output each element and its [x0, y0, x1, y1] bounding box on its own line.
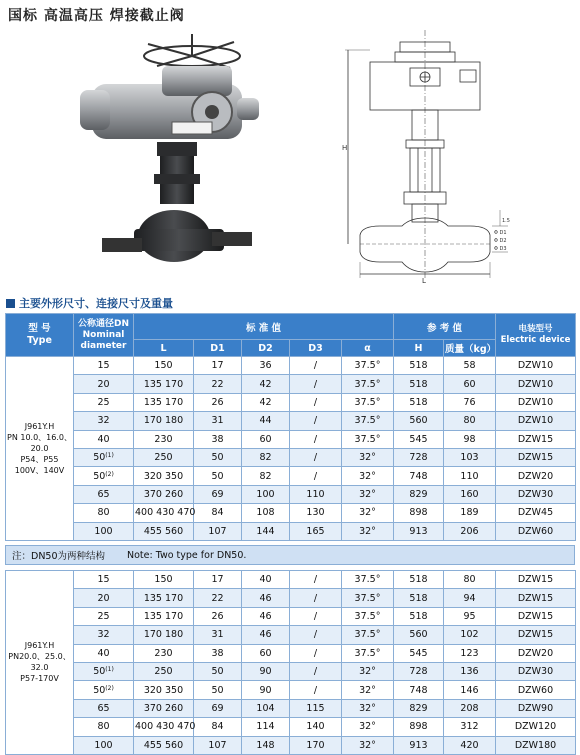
- cell-dn-footnote: (1): [105, 452, 114, 460]
- cell-l: 135 170: [134, 393, 194, 411]
- cell-alpha: 32°: [342, 718, 394, 736]
- cell-d2: 36: [242, 357, 290, 375]
- drawing-label-h: H: [342, 144, 348, 152]
- cell-dn-value: 80: [97, 721, 110, 733]
- cell-dn-value: 25: [97, 610, 110, 622]
- cell-l: 320 350: [134, 467, 194, 485]
- table-row: [6, 699, 576, 717]
- cell-h: 748: [394, 467, 444, 485]
- cell-dn: [74, 522, 134, 540]
- header-l: L: [134, 340, 194, 357]
- cell-dn-value: 25: [97, 396, 110, 408]
- cell-d1: 50: [194, 448, 242, 466]
- cell-d3: /: [290, 357, 342, 375]
- cell-l: 170 180: [134, 412, 194, 430]
- cell-w: 95: [444, 607, 496, 625]
- cell-d2: 42: [242, 375, 290, 393]
- header-d2: D2: [242, 340, 290, 357]
- table-row: [6, 393, 576, 411]
- header-d3: D3: [290, 340, 342, 357]
- note-cn: 注：DN50为两种结构: [12, 551, 106, 562]
- cell-w: 80: [444, 571, 496, 589]
- table-row: [6, 522, 576, 540]
- cell-dn-value: 50: [93, 666, 106, 678]
- drawing-label-d2: Φ D2: [494, 238, 507, 244]
- cell-h: 518: [394, 393, 444, 411]
- cell-alpha: 37.5°: [342, 626, 394, 644]
- note-row: [5, 545, 575, 565]
- cell-h: 898: [394, 718, 444, 736]
- cell-dn: [74, 607, 134, 625]
- cell-dn: [74, 448, 134, 466]
- cell-dn-value: 50: [93, 684, 106, 696]
- type-line: J961Y.H: [24, 421, 55, 431]
- cell-h: 898: [394, 504, 444, 522]
- header-type: 型 号 Type: [6, 314, 74, 357]
- cell-motor: DZW15: [496, 571, 576, 589]
- cell-dn: [74, 571, 134, 589]
- cell-l: 135 170: [134, 589, 194, 607]
- cell-motor: DZW60: [496, 522, 576, 540]
- cell-d2: 60: [242, 644, 290, 662]
- cell-d2: 90: [242, 681, 290, 699]
- cell-d2: 144: [242, 522, 290, 540]
- cell-w: 103: [444, 448, 496, 466]
- cell-d1: 50: [194, 681, 242, 699]
- cell-dn-value: 40: [97, 433, 110, 445]
- cell-dn-footnote: (2): [105, 470, 114, 478]
- cell-d3: /: [290, 467, 342, 485]
- cell-alpha: 32°: [342, 448, 394, 466]
- cell-alpha: 32°: [342, 662, 394, 680]
- cell-w: 58: [444, 357, 496, 375]
- type-line: PN20.0、25.0、32.0: [8, 652, 71, 673]
- cell-d3: /: [290, 589, 342, 607]
- cell-dn: [74, 430, 134, 448]
- cell-w: 206: [444, 522, 496, 540]
- type-line: P54、P55: [20, 454, 59, 464]
- cell-w: 102: [444, 626, 496, 644]
- cell-d1: 84: [194, 718, 242, 736]
- cell-motor: DZW15: [496, 589, 576, 607]
- table-row: [6, 644, 576, 662]
- table-row: [6, 718, 576, 736]
- cell-h: 518: [394, 375, 444, 393]
- cell-dn: [74, 681, 134, 699]
- cell-h: 518: [394, 357, 444, 375]
- cell-w: 76: [444, 393, 496, 411]
- cell-w: 98: [444, 430, 496, 448]
- cell-l: 250: [134, 448, 194, 466]
- cell-alpha: 37.5°: [342, 412, 394, 430]
- header-electric-device: 电装型号 Electric device: [496, 314, 576, 357]
- spec-table-1: [5, 313, 576, 541]
- cell-d2: 90: [242, 662, 290, 680]
- cell-d2: 42: [242, 393, 290, 411]
- type-cell: [6, 357, 74, 541]
- cell-dn: [74, 626, 134, 644]
- cell-h: 518: [394, 589, 444, 607]
- cell-l: 150: [134, 571, 194, 589]
- table-row: [6, 589, 576, 607]
- cell-d3: 110: [290, 485, 342, 503]
- cell-l: 400 430 470: [134, 504, 194, 522]
- cell-h: 728: [394, 448, 444, 466]
- section-bullet-icon: [6, 299, 15, 308]
- cell-l: 320 350: [134, 681, 194, 699]
- note-en: Note: Two type for DN50.: [127, 549, 247, 561]
- cell-d3: /: [290, 626, 342, 644]
- cell-d3: /: [290, 644, 342, 662]
- cell-alpha: 32°: [342, 522, 394, 540]
- table-row: [6, 430, 576, 448]
- cell-d3: /: [290, 375, 342, 393]
- cell-dn-value: 15: [97, 360, 110, 372]
- drawing-label-d1: Φ D1: [494, 230, 507, 236]
- cell-dn-value: 20: [97, 378, 110, 390]
- cell-l: 400 430 470: [134, 718, 194, 736]
- cell-motor: DZW10: [496, 393, 576, 411]
- cell-d2: 46: [242, 607, 290, 625]
- cell-d3: 115: [290, 699, 342, 717]
- cell-l: 370 260: [134, 699, 194, 717]
- cell-l: 150: [134, 357, 194, 375]
- cell-dn-value: 100: [94, 525, 113, 537]
- cell-h: 913: [394, 736, 444, 754]
- cell-w: 60: [444, 375, 496, 393]
- cell-d1: 84: [194, 504, 242, 522]
- cell-dn: [74, 589, 134, 607]
- cell-l: 135 170: [134, 375, 194, 393]
- cell-d3: /: [290, 412, 342, 430]
- cell-dn-footnote: (2): [105, 684, 114, 692]
- header-standard-values: 标 准 值: [134, 314, 394, 340]
- cell-motor: DZW15: [496, 607, 576, 625]
- cell-h: 518: [394, 571, 444, 589]
- type-line: PN 10.0、16.0、20.0: [7, 432, 72, 453]
- cell-w: 136: [444, 662, 496, 680]
- cell-dn-footnote: (1): [105, 666, 114, 674]
- cell-alpha: 32°: [342, 485, 394, 503]
- cell-motor: DZW15: [496, 448, 576, 466]
- cell-h: 748: [394, 681, 444, 699]
- table-row: [6, 375, 576, 393]
- table-row: [6, 626, 576, 644]
- cell-l: 455 560: [134, 522, 194, 540]
- cell-d1: 69: [194, 485, 242, 503]
- cell-d2: 114: [242, 718, 290, 736]
- cell-w: 420: [444, 736, 496, 754]
- table-row: [6, 448, 576, 466]
- cell-alpha: 32°: [342, 736, 394, 754]
- cell-motor: DZW60: [496, 681, 576, 699]
- table-row: [6, 467, 576, 485]
- table-row: [6, 571, 576, 589]
- cell-alpha: 32°: [342, 681, 394, 699]
- cell-alpha: 37.5°: [342, 393, 394, 411]
- cell-w: 80: [444, 412, 496, 430]
- cell-d3: 140: [290, 718, 342, 736]
- cell-l: 230: [134, 430, 194, 448]
- cell-motor: DZW20: [496, 467, 576, 485]
- cell-w: 160: [444, 485, 496, 503]
- cell-motor: DZW20: [496, 644, 576, 662]
- valve-drawing: [340, 30, 515, 285]
- page-title: 国标 高温高压 焊接截止阀: [8, 8, 185, 24]
- cell-d3: /: [290, 393, 342, 411]
- cell-d2: 40: [242, 571, 290, 589]
- cell-alpha: 32°: [342, 504, 394, 522]
- cell-l: 370 260: [134, 485, 194, 503]
- cell-d2: 44: [242, 412, 290, 430]
- cell-d3: 165: [290, 522, 342, 540]
- header-nominal-diameter: 公称通径DN Nominal diameter: [74, 314, 134, 357]
- cell-h: 518: [394, 607, 444, 625]
- cell-dn: [74, 736, 134, 754]
- cell-d2: 82: [242, 467, 290, 485]
- table-row: [6, 662, 576, 680]
- cell-h: 913: [394, 522, 444, 540]
- cell-d2: 82: [242, 448, 290, 466]
- cell-dn-value: 32: [97, 629, 110, 641]
- cell-d3: /: [290, 571, 342, 589]
- cell-dn-value: 65: [97, 488, 110, 500]
- table-row: [6, 504, 576, 522]
- cell-alpha: 37.5°: [342, 589, 394, 607]
- cell-w: 312: [444, 718, 496, 736]
- cell-d3: /: [290, 448, 342, 466]
- cell-d1: 22: [194, 375, 242, 393]
- table-row: [6, 357, 576, 375]
- section-title: 主要外形尺寸、连接尺寸及重量: [19, 297, 173, 310]
- table-row: [6, 485, 576, 503]
- cell-d2: 60: [242, 430, 290, 448]
- cell-d1: 50: [194, 662, 242, 680]
- cell-d3: 130: [290, 504, 342, 522]
- cell-d2: 108: [242, 504, 290, 522]
- cell-d1: 17: [194, 357, 242, 375]
- header-h: H: [394, 340, 444, 357]
- cell-l: 170 180: [134, 626, 194, 644]
- table-row: [6, 412, 576, 430]
- cell-d1: 31: [194, 626, 242, 644]
- table-row: [6, 681, 576, 699]
- cell-d3: /: [290, 681, 342, 699]
- cell-dn-value: 65: [97, 702, 110, 714]
- cell-alpha: 37.5°: [342, 430, 394, 448]
- cell-h: 728: [394, 662, 444, 680]
- table-row: [6, 607, 576, 625]
- cell-d3: /: [290, 430, 342, 448]
- cell-h: 829: [394, 699, 444, 717]
- drawing-label-d3: Φ D3: [494, 246, 507, 252]
- cell-motor: DZW10: [496, 412, 576, 430]
- cell-dn-value: 80: [97, 507, 110, 519]
- cell-dn: [74, 718, 134, 736]
- cell-d2: 148: [242, 736, 290, 754]
- header-reference-values: 参 考 值: [394, 314, 496, 340]
- spec-table-2: [5, 570, 576, 755]
- cell-h: 545: [394, 430, 444, 448]
- type-line: 100V、140V: [14, 465, 65, 475]
- cell-dn: [74, 644, 134, 662]
- cell-d1: 31: [194, 412, 242, 430]
- header-weight: 质量（kg）: [444, 340, 496, 357]
- cell-motor: DZW15: [496, 430, 576, 448]
- cell-alpha: 37.5°: [342, 571, 394, 589]
- type-line: J961Y.H: [24, 641, 55, 651]
- type-line: P57-170V: [20, 674, 59, 684]
- cell-motor: DZW90: [496, 699, 576, 717]
- cell-d1: 17: [194, 571, 242, 589]
- cell-w: 146: [444, 681, 496, 699]
- cell-l: 250: [134, 662, 194, 680]
- cell-d2: 46: [242, 626, 290, 644]
- cell-w: 94: [444, 589, 496, 607]
- cell-d1: 107: [194, 522, 242, 540]
- cell-w: 123: [444, 644, 496, 662]
- cell-alpha: 32°: [342, 699, 394, 717]
- cell-l: 455 560: [134, 736, 194, 754]
- cell-d1: 38: [194, 430, 242, 448]
- cell-motor: DZW10: [496, 357, 576, 375]
- cell-dn-value: 50: [93, 452, 106, 464]
- cell-dn: [74, 485, 134, 503]
- cell-l: 230: [134, 644, 194, 662]
- valve-photo: [62, 24, 277, 274]
- cell-d1: 107: [194, 736, 242, 754]
- cell-dn: [74, 467, 134, 485]
- cell-motor: DZW10: [496, 375, 576, 393]
- cell-dn-value: 20: [97, 592, 110, 604]
- cell-d1: 22: [194, 589, 242, 607]
- section-heading: [6, 295, 173, 311]
- cell-h: 560: [394, 412, 444, 430]
- cell-h: 560: [394, 626, 444, 644]
- cell-dn-value: 50: [93, 470, 106, 482]
- cell-motor: DZW30: [496, 662, 576, 680]
- cell-d3: 170: [290, 736, 342, 754]
- cell-d2: 100: [242, 485, 290, 503]
- cell-h: 545: [394, 644, 444, 662]
- cell-w: 208: [444, 699, 496, 717]
- cell-dn-value: 40: [97, 647, 110, 659]
- type-cell: [6, 571, 74, 755]
- cell-dn: [74, 357, 134, 375]
- drawing-label-dim: 1.5: [502, 218, 510, 224]
- cell-d3: /: [290, 662, 342, 680]
- cell-motor: DZW180: [496, 736, 576, 754]
- cell-d1: 26: [194, 393, 242, 411]
- cell-h: 829: [394, 485, 444, 503]
- cell-d2: 104: [242, 699, 290, 717]
- cell-alpha: 37.5°: [342, 357, 394, 375]
- cell-motor: DZW120: [496, 718, 576, 736]
- cell-d1: 69: [194, 699, 242, 717]
- cell-dn: [74, 699, 134, 717]
- cell-dn-value: 100: [94, 739, 113, 751]
- cell-motor: DZW30: [496, 485, 576, 503]
- cell-alpha: 37.5°: [342, 375, 394, 393]
- cell-d1: 38: [194, 644, 242, 662]
- cell-alpha: 37.5°: [342, 644, 394, 662]
- cell-alpha: 37.5°: [342, 607, 394, 625]
- cell-d1: 50: [194, 467, 242, 485]
- cell-dn: [74, 662, 134, 680]
- cell-dn: [74, 412, 134, 430]
- cell-motor: DZW45: [496, 504, 576, 522]
- header-alpha: α: [342, 340, 394, 357]
- header-d1: D1: [194, 340, 242, 357]
- cell-d2: 46: [242, 589, 290, 607]
- cell-motor: DZW15: [496, 626, 576, 644]
- cell-d3: /: [290, 607, 342, 625]
- cell-d1: 26: [194, 607, 242, 625]
- drawing-label-l: L: [422, 277, 426, 285]
- table-row: [6, 736, 576, 754]
- cell-w: 110: [444, 467, 496, 485]
- cell-dn: [74, 504, 134, 522]
- cell-dn: [74, 375, 134, 393]
- cell-alpha: 32°: [342, 467, 394, 485]
- cell-dn-value: 32: [97, 415, 110, 427]
- cell-dn: [74, 393, 134, 411]
- cell-dn-value: 15: [97, 574, 110, 586]
- cell-w: 189: [444, 504, 496, 522]
- cell-l: 135 170: [134, 607, 194, 625]
